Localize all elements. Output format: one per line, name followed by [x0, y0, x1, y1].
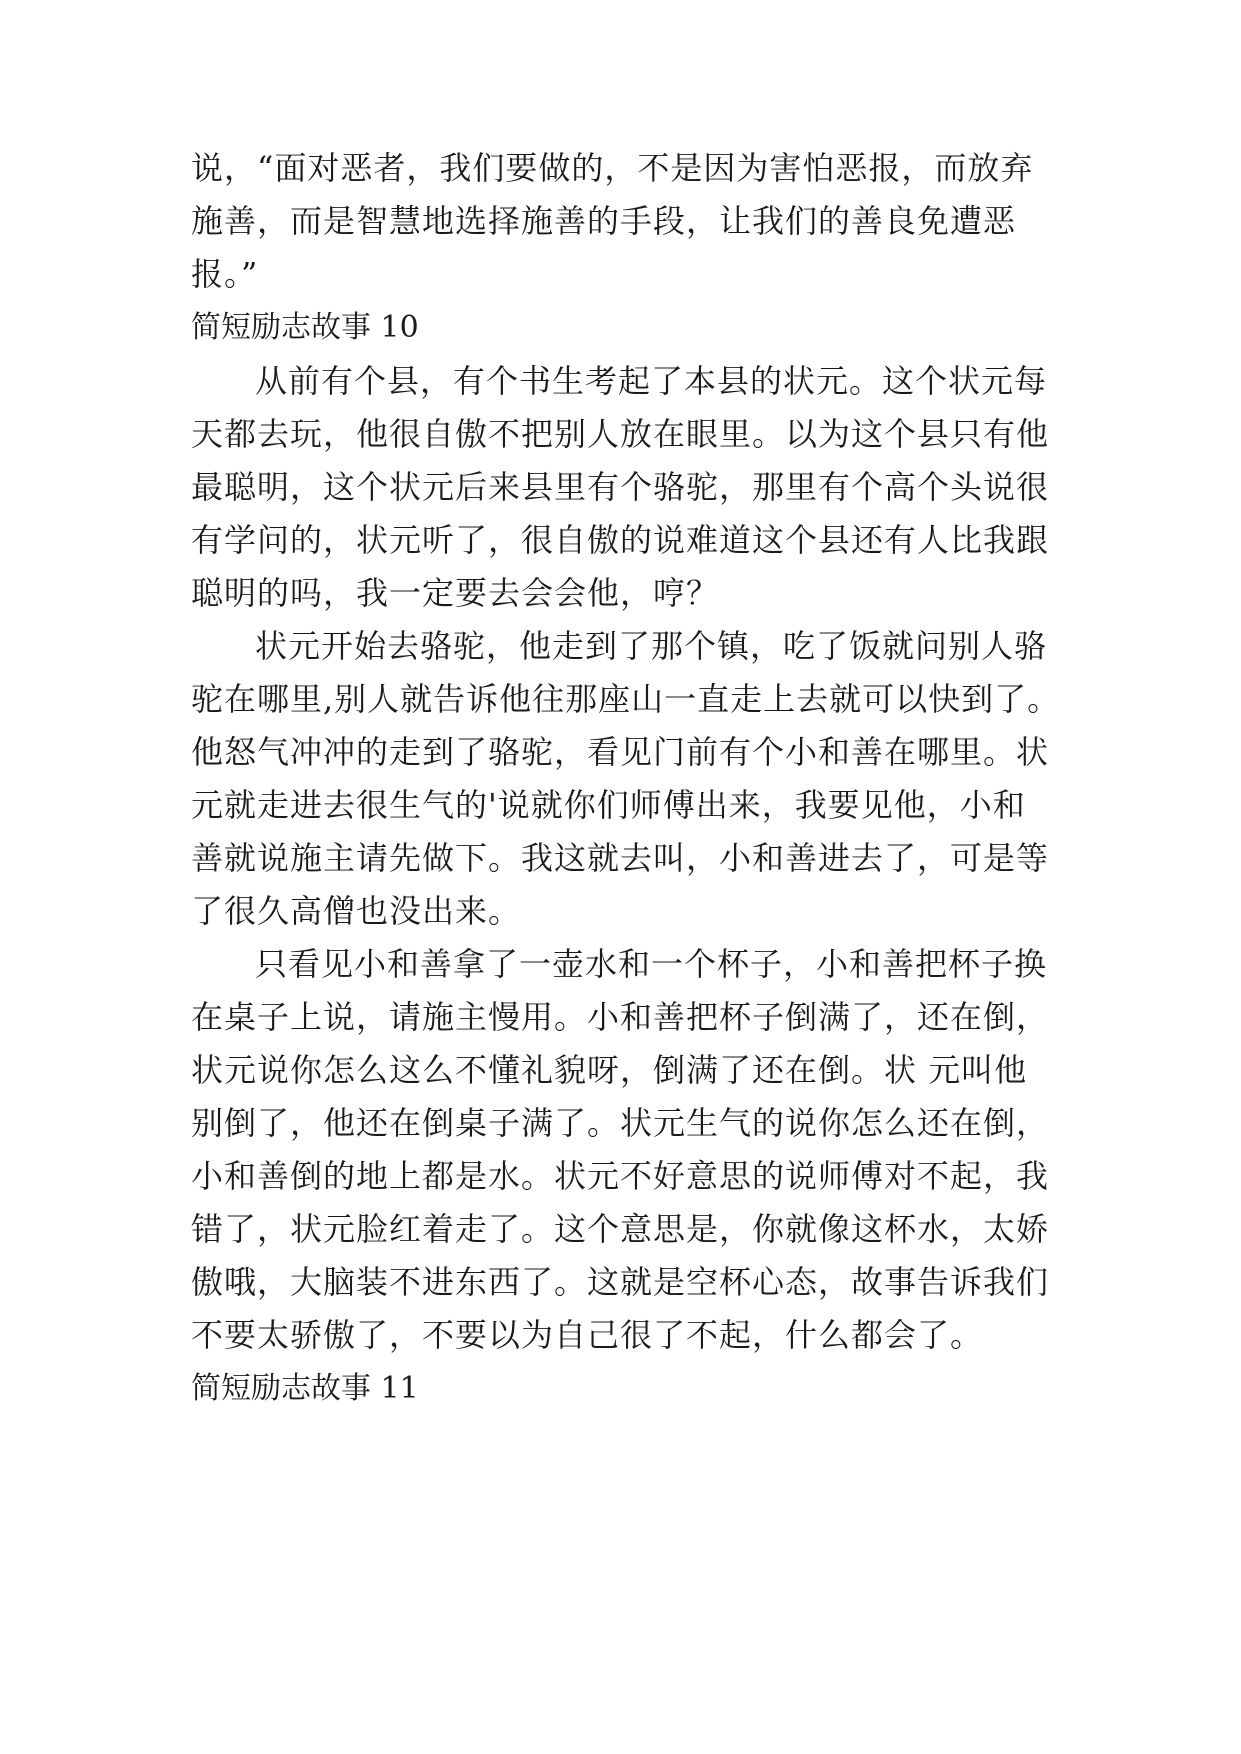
paragraph-line: 别倒了，他还在倒桌子满了。状元生气的说你怎么还在倒， — [191, 1104, 1050, 1142]
section-heading: 简短励志故事 11 — [191, 1371, 419, 1406]
paragraph-line: 在桌子上说，请施主慢用。小和善把杯子倒满了，还在倒， — [191, 998, 1050, 1036]
paragraph-line: 傲哦，大脑装不进东西了。这就是空杯心态，故事告诉我们 — [191, 1263, 1050, 1301]
paragraph-line: 了很久高僧也没出来。 — [191, 892, 522, 930]
paragraph-line: 驼在哪里,别人就告诉他往那座山一直走上去就可以快到了。 — [191, 680, 1061, 718]
paragraph-line: 元就走进去很生气的'说就你们师傅出来，我要见他，小和 — [191, 786, 1026, 824]
paragraph-line: 他怒气冲冲的走到了骆驼，看见门前有个小和善在哪里。状 — [191, 733, 1050, 771]
paragraph-line: 聪明的吗，我一定要去会会他，哼？ — [191, 574, 720, 612]
paragraph-line: 施善，而是智慧地选择施善的手段，让我们的善良免遭恶 — [191, 202, 1017, 240]
paragraph-line: 小和善倒的地上都是水。状元不好意思的说师傅对不起，我 — [191, 1157, 1050, 1195]
paragraph-line: 报。” — [191, 255, 259, 293]
paragraph-line: 错了，状元脸红着走了。这个意思是，你就像这杯水，太娇 — [191, 1210, 1050, 1248]
paragraph-line: 说，“面对恶者，我们要做的，不是因为害怕恶报，而放弃 — [191, 149, 1034, 187]
paragraph-line: 善就说施主请先做下。我这就去叫，小和善进去了，可是等 — [191, 839, 1050, 877]
paragraph-line: 天都去玩，他很自傲不把别人放在眼里。以为这个县只有他 — [191, 415, 1050, 453]
paragraph-line: 从前有个县，有个书生考起了本县的状元。这个状元每 — [255, 362, 1048, 400]
paragraph-line: 最聪明，这个状元后来县里有个骆驼，那里有个高个头说很 — [191, 468, 1050, 506]
section-heading: 简短励志故事 10 — [191, 310, 419, 345]
paragraph-line: 只看见小和善拿了一壶水和一个杯子，小和善把杯子换 — [255, 945, 1048, 983]
paragraph-line: 状元说你怎么这么不懂礼貌呀，倒满了还在倒。状 元叫他 — [191, 1051, 1028, 1089]
paragraph-line: 状元开始去骆驼，他走到了那个镇，吃了饭就问别人骆 — [255, 627, 1048, 665]
paragraph-line: 有学问的，状元听了，很自傲的说难道这个县还有人比我跟 — [191, 521, 1050, 559]
paragraph-line: 不要太骄傲了，不要以为自己很了不起，什么都会了。 — [191, 1316, 984, 1354]
